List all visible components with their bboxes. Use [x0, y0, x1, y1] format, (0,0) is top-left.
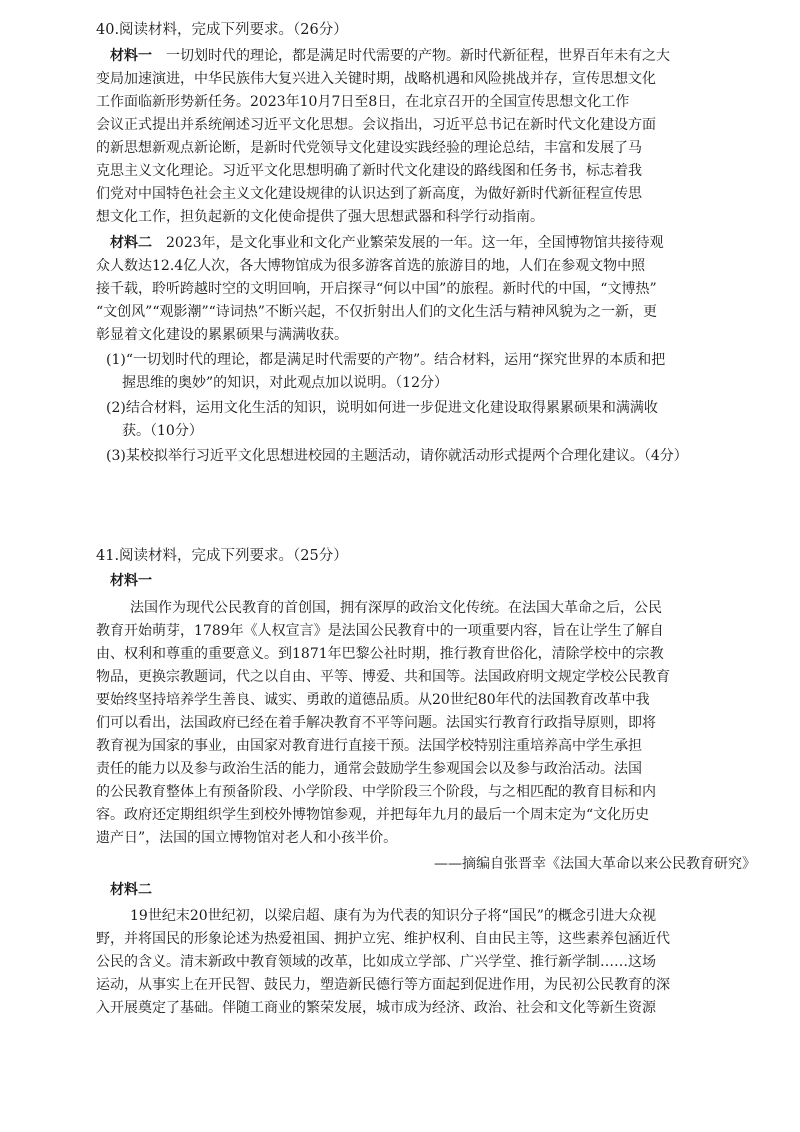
q41-material1-line-9: 的公民教育整体上有预备阶段、小学阶段、中学阶段三个阶段，与之相匹配的教育目标和内: [96, 784, 656, 800]
q40-material2-label: 材料二: [110, 235, 152, 251]
q41-material2-line-4: 运动，从事实上在开民智、鼓民力，塑造新民德行等方面起到促进作用，为民初公民教育的深: [96, 977, 670, 993]
q40-material1-line-7: 们党对中国特色社会主义文化建设规律的认识达到了新高度，为做好新时代新征程宣传思: [96, 186, 642, 202]
q41-material2-line-1: 19世纪末20世纪初，以梁启超、康有为为代表的知识分子将“国民”的概念引进大众视: [130, 908, 656, 924]
q41-title: 41.阅读材料，完成下列要求。（25分）: [96, 548, 348, 564]
q41-material1-line-4: 物品，更换宗教题词，代之以自由、平等、博爱、共和国等。法国政府明文规定学校公民教育: [96, 669, 670, 685]
q41-material2-label: 材料二: [110, 882, 152, 898]
q41-material1-line-2: 教育开始萌芽，1789年《人权宣言》是法国公民教育中的一项重要内容，旨在让学生了解自: [96, 623, 664, 639]
q41-material1-line-1: 法国作为现代公民教育的首创国，拥有深厚的政治文化传统。在法国大革命之后，公民: [130, 600, 662, 616]
q40-material2-line-1: 材料二 2023年，是文化事业和文化产业繁荣发展的一年。这一年，全国博物馆共接待观: [110, 235, 664, 251]
q41-material1-line-8: 责任的能力以及参与政治生活的能力，通常会鼓励学生参观国会以及参与政治活动。法国: [96, 761, 642, 777]
q40-material1-line-8: 想文化工作，担负起新的文化使命提供了强大思想武器和科学行动指南。: [96, 209, 544, 225]
q40-subq-2-line-1: (2)结合材料，运用文化生活的知识，说明如何进一步促进文化建设取得累累硕果和满满收: [106, 400, 658, 416]
q40-subq-1-line-1: (1)“一切划时代的理论，都是满足时代需要的产物”。结合材料，运用“探究世界的本质和把: [106, 352, 666, 368]
q40-material2-line-2: 众人数达12.4亿人次，各大博物馆成为很多游客首选的旅游目的地，人们在参观文物中照: [96, 258, 646, 274]
q40-subq-3: (3)某校拟举行习近平文化思想进校园的主题活动，请你就活动形式提两个合理化建议。（4分）: [106, 448, 688, 464]
q40-material1-line-6: 克思主义文化理论。习近平文化思想明确了新时代文化建设的路线图和任务书，标志着我: [96, 163, 642, 179]
q41-material2-line-2: 野，并将国民的形象论述为热爱祖国、拥护立宪、维护权利、自由民主等，这些素养包涵近代: [96, 931, 670, 947]
q41-material1-label: 材料一: [110, 573, 152, 589]
q40-material2-line-5: 彰显着文化建设的累累硕果与满满收获。: [96, 327, 348, 343]
q41-material2-line-3: 公民的含义。清末新政中教育领域的改革，比如成立学部、广兴学堂、推行新学制……这场: [96, 954, 656, 970]
q40-material2-line-3: 接千载，聆听跨越时空的文明回响，开启探寻“何以中国”的旅程。新时代的中国，“文博热”: [96, 281, 657, 297]
q40-title: 40.阅读材料，完成下列要求。（26分）: [96, 22, 348, 38]
q41-material1-line-5: 要始终坚持培养学生善良、诚实、勇敢的道德品质。从20世纪80年代的法国教育改革中我: [96, 692, 650, 708]
q41-material1-source: ——摘编自张晋幸《法国大革命以来公民教育研究》: [434, 856, 756, 872]
q41-material1-line-6: 们可以看出，法国政府已经在着手解决教育不平等问题。法国实行教育行政指导原则，即将: [96, 715, 656, 731]
q40-material1-line-4: 会议正式提出并系统阐述习近平文化思想。会议指出，习近平总书记在新时代文化建设方面: [96, 117, 656, 133]
q41-material1-line-10: 容。政府还定期组织学生到校外博物馆参观，并把每年九月的最后一个周末定为“文化历史: [96, 807, 650, 823]
q40-subq-2-line-2: 获。（10分）: [122, 423, 203, 439]
q40-material1-line-2: 变局加速演进，中华民族伟大复兴进入关键时期，战略机遇和风险挑战并存，宣传思想文化: [96, 71, 656, 87]
q40-subq-1-line-2: 握思维的奥妙”的知识，对此观点加以说明。（12分）: [122, 375, 448, 391]
q40-material1-line-1: 材料一 一切划时代的理论，都是满足时代需要的产物。新时代新征程，世界百年未有之大: [110, 48, 670, 64]
q40-material2-line-4: “文创风”“观影潮”“诗词热”不断兴起，不仅折射出人们的文化生活与精神风貌为之一新，更: [96, 304, 657, 320]
q41-material1-line-3: 由、权利和尊重的重要意义。到1871年巴黎公社时期，推行教育世俗化，清除学校中的宗教: [96, 646, 664, 662]
q40-material1-line-5: 的新思想新观点新论断，是新时代党领导文化建设实践经验的理论总结，丰富和发展了马: [96, 140, 642, 156]
q40-material1-label: 材料一: [110, 48, 152, 64]
q41-material1-line-7: 教育视为国家的事业，由国家对教育进行直接干预。法国学校特别注重培养高中学生承担: [96, 738, 642, 754]
q40-material1-line-3: 工作面临新形势新任务。2023年10月7日至8日，在北京召开的全国宣传思想文化工作: [96, 94, 630, 110]
q41-material1-line-11: 遗产日”，法国的国立博物馆对老人和小孩半价。: [96, 830, 398, 846]
q41-material2-line-5: 入开展奠定了基础。伴随工商业的繁荣发展，城市成为经济、政治、社会和文化等新生资源: [96, 1000, 656, 1016]
